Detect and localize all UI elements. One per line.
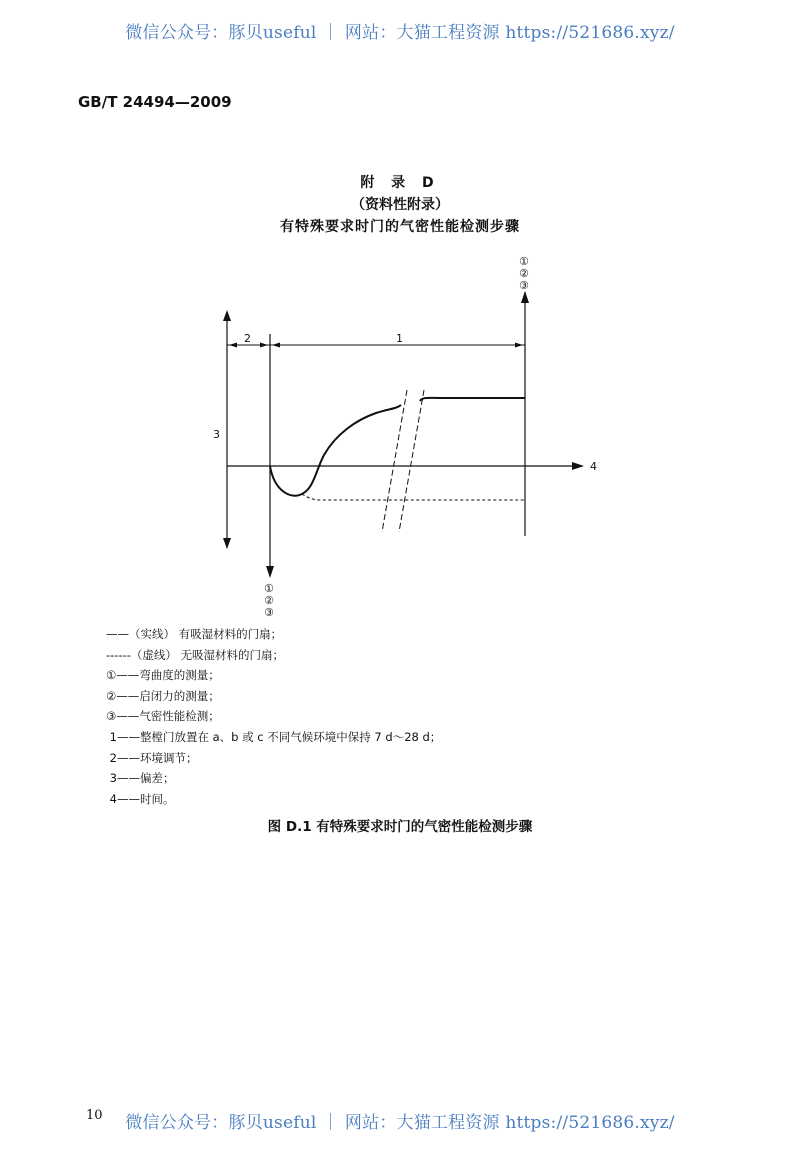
legend-item-1: 1——整樘门放置在 a、b 或 c 不同气候环境中保持 7 d～28 d；	[109, 729, 442, 744]
end-marker-1: ①	[519, 255, 529, 268]
appendix-title: 附 录 D	[360, 175, 440, 191]
legend-item-solid: ——（实线） 有吸湿材料的门扇；	[106, 627, 283, 641]
legend-item-4: 4——时间。	[109, 791, 175, 806]
legend-item-2: 2——环境调节；	[109, 750, 198, 765]
legend-item-marker-3: ③——气密性能检测；	[106, 709, 220, 724]
figure-caption: 图 D.1 有特殊要求时门的气密性能检测步骤	[267, 819, 533, 835]
end-marker-2: ②	[519, 267, 529, 280]
label-span-2: 2	[244, 332, 251, 345]
legend-item-marker-2: ②——启闭力的测量；	[106, 688, 220, 703]
appendix-type: （资料性附录）	[351, 197, 449, 213]
start-marker-1: ①	[264, 582, 274, 595]
start-marker-3: ③	[264, 606, 274, 619]
end-marker-3: ③	[519, 279, 529, 292]
label-axis-3: 3	[213, 428, 220, 441]
legend-item-dashed: ------（虚线） 无吸湿材料的门扇；	[106, 647, 285, 662]
appendix-subtitle: 有特殊要求时门的气密性能检测步骤	[280, 219, 520, 235]
watermark-bottom: 微信公众号：豚贝useful ｜ 网站：大猫工程资源 https://521686.xyz/	[125, 1113, 675, 1133]
standard-number: GB/T 24494—2009	[78, 93, 232, 111]
figure-legend	[106, 624, 441, 809]
legend-item-3: 3——偏差；	[109, 771, 175, 786]
procedure-diagram	[0, 240, 800, 620]
label-span-1: 1	[396, 332, 403, 345]
legend-item-marker-1: ①——弯曲度的测量；	[106, 668, 220, 683]
start-marker-2: ②	[264, 594, 274, 607]
dashed-curve	[302, 494, 525, 500]
solid-curve	[270, 405, 401, 496]
watermark-top: 微信公众号：豚贝useful ｜ 网站：大猫工程资源 https://521686.xyz/	[125, 23, 675, 43]
label-axis-4: 4	[590, 460, 597, 473]
page-number: 10	[86, 1108, 103, 1123]
